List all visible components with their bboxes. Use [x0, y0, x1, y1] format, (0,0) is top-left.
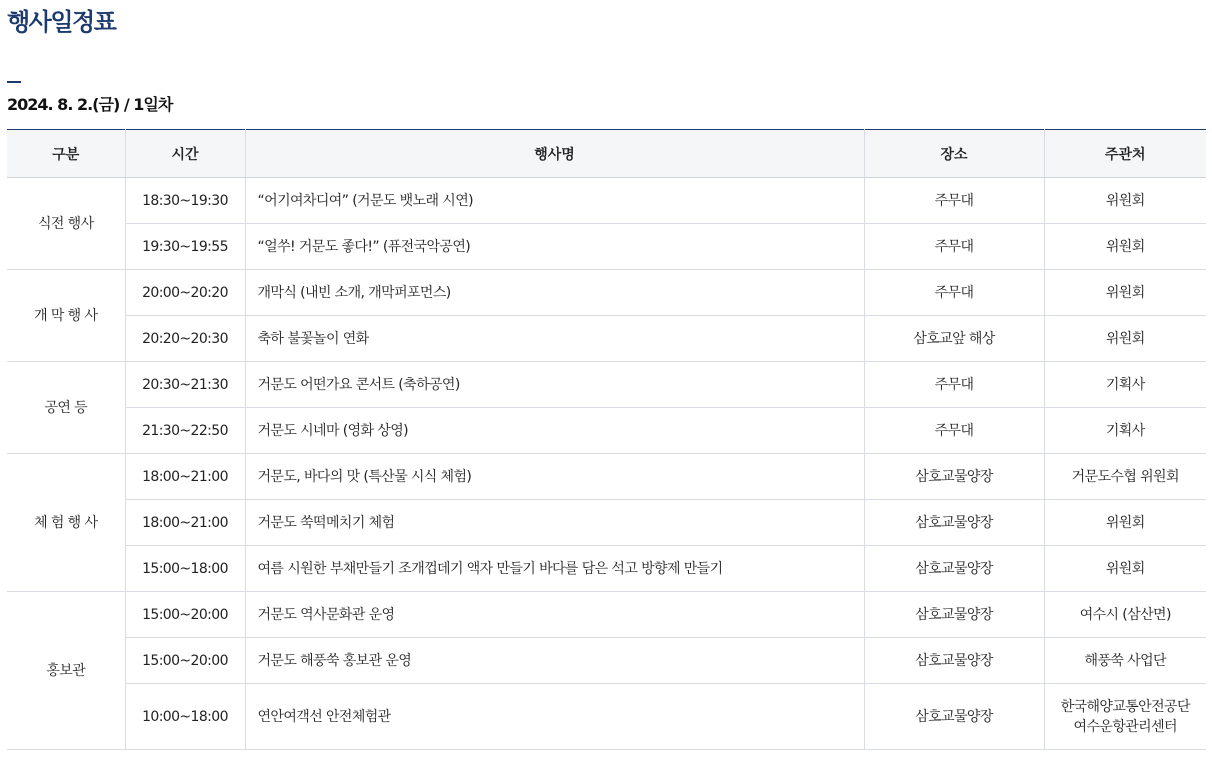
- host-cell: 여수시 (삼산면): [1044, 592, 1206, 638]
- table-row: [7, 546, 1206, 592]
- header-host: 주관처: [1044, 130, 1206, 178]
- category-cell: 개 막 행 사: [7, 270, 125, 362]
- host-cell: 위원회: [1044, 546, 1206, 592]
- place-cell: 주무대: [864, 362, 1044, 408]
- host-cell: 위원회: [1044, 178, 1206, 224]
- event-name-cell: 거문도, 바다의 맛 (특산물 시식 체험): [245, 454, 864, 500]
- host-cell: [1044, 684, 1206, 750]
- time-cell: 19:30~19:55: [125, 224, 245, 270]
- time-cell: 20:30~21:30: [125, 362, 245, 408]
- time-cell: 10:00~18:00: [125, 684, 245, 750]
- time-cell: 20:20~20:30: [125, 316, 245, 362]
- table-row: [7, 316, 1206, 362]
- event-name-cell: 개막식 (내빈 소개, 개막퍼포먼스): [245, 270, 864, 316]
- table-row: [7, 270, 1206, 316]
- time-cell: 18:00~21:00: [125, 500, 245, 546]
- host-line: 한국해양교통안전공단: [1060, 698, 1190, 715]
- event-name-cell: 거문도 역사문화관 운영: [245, 592, 864, 638]
- host-cell: 거문도수협 위원회: [1044, 454, 1206, 500]
- host-cell: 위원회: [1044, 224, 1206, 270]
- event-name-cell: “얼쑤! 거문도 좋다!” (퓨전국악공연): [245, 224, 864, 270]
- category-cell: 식전 행사: [7, 178, 125, 270]
- time-cell: 15:00~18:00: [125, 546, 245, 592]
- time-cell: 21:30~22:50: [125, 408, 245, 454]
- date-heading: 2024. 8. 2.(금) / 1일차: [7, 95, 173, 114]
- place-cell: 주무대: [864, 224, 1044, 270]
- place-cell: 주무대: [864, 178, 1044, 224]
- place-cell: 삼호교물양장: [864, 500, 1044, 546]
- time-cell: 18:30~19:30: [125, 178, 245, 224]
- host-cell: 기획사: [1044, 408, 1206, 454]
- place-cell: 삼호교물양장: [864, 546, 1044, 592]
- host-cell: 위원회: [1044, 270, 1206, 316]
- event-name-cell: 거문도 쑥떡메치기 체험: [245, 500, 864, 546]
- place-cell: 삼호교물양장: [864, 638, 1044, 684]
- table-row: [7, 454, 1206, 500]
- time-cell: 15:00~20:00: [125, 592, 245, 638]
- place-cell: 삼호교앞 해상: [864, 316, 1044, 362]
- place-cell: 삼호교물양장: [864, 684, 1044, 750]
- table-header-row: [7, 130, 1206, 178]
- host-cell: 해풍쑥 사업단: [1044, 638, 1206, 684]
- event-name-cell: 거문도 어떤가요 콘서트 (축하공연): [245, 362, 864, 408]
- table-row: [7, 684, 1206, 750]
- header-category: 구분: [7, 130, 125, 178]
- event-name-cell: 여름 시원한 부채만들기 조개껍데기 액자 만들기 바다를 담은 석고 방향제 만들기: [245, 546, 864, 592]
- place-cell: 삼호교물양장: [864, 592, 1044, 638]
- host-cell: 위원회: [1044, 316, 1206, 362]
- event-name-cell: 축하 불꽃놀이 연화: [245, 316, 864, 362]
- page-title: 행사일정표: [7, 8, 116, 36]
- event-schedule-table: [7, 129, 1206, 750]
- time-cell: 15:00~20:00: [125, 638, 245, 684]
- category-cell: 체 험 행 사: [7, 454, 125, 592]
- place-cell: 주무대: [864, 270, 1044, 316]
- table-row: [7, 500, 1206, 546]
- table-row: [7, 408, 1206, 454]
- time-cell: 18:00~21:00: [125, 454, 245, 500]
- place-cell: 삼호교물양장: [864, 454, 1044, 500]
- category-cell: 홍보관: [7, 592, 125, 750]
- time-cell: 20:00~20:20: [125, 270, 245, 316]
- category-cell: 공연 등: [7, 362, 125, 454]
- title-accent-bar: [7, 81, 21, 83]
- header-event: 행사명: [245, 130, 864, 178]
- table-row: [7, 592, 1206, 638]
- event-name-cell: “어기여차디여” (거문도 뱃노래 시연): [245, 178, 864, 224]
- event-name-cell: 거문도 시네마 (영화 상영): [245, 408, 864, 454]
- table-row: [7, 178, 1206, 224]
- table-row: [7, 362, 1206, 408]
- host-line: 여수운항관리센터: [1073, 718, 1177, 735]
- host-cell: 기획사: [1044, 362, 1206, 408]
- header-place: 장소: [864, 130, 1044, 178]
- event-name-cell: 거문도 해풍쑥 홍보관 운영: [245, 638, 864, 684]
- header-time: 시간: [125, 130, 245, 178]
- place-cell: 주무대: [864, 408, 1044, 454]
- host-cell: 위원회: [1044, 500, 1206, 546]
- table-row: [7, 638, 1206, 684]
- table-row: [7, 224, 1206, 270]
- event-name-cell: 연안여객선 안전체험관: [245, 684, 864, 750]
